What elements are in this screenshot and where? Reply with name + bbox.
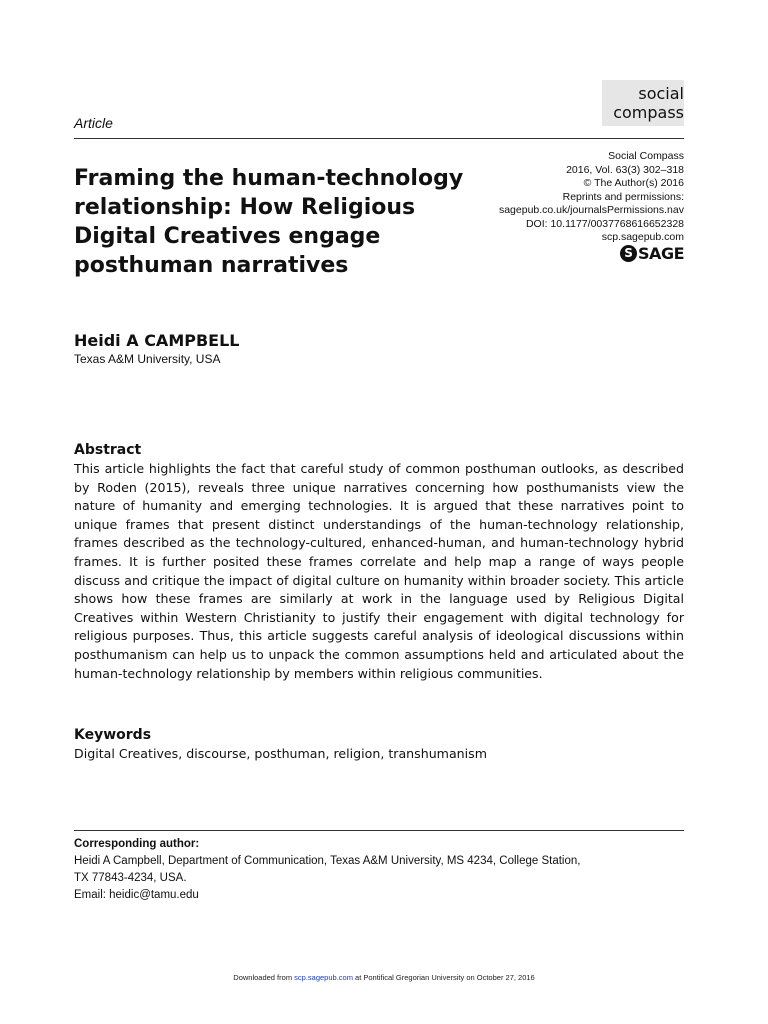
download-note-suffix: at Pontifical Gregorian University on October 27, 2016 xyxy=(352,973,535,982)
journal-metadata xyxy=(444,150,684,245)
download-note xyxy=(0,973,768,982)
sage-logo-mark: S xyxy=(620,245,637,262)
corresponding-author-heading: Corresponding author: xyxy=(74,838,200,850)
sage-logo-wordmark: SAGE xyxy=(638,244,684,263)
header-divider xyxy=(74,138,684,139)
corresponding-author-email[interactable]: Email: heidic@tamu.edu xyxy=(74,889,199,901)
article-title: Framing the human-technology relationship: How Religious Digital Creatives engage posthuman narratives xyxy=(74,166,464,278)
article-type-label: Article xyxy=(74,115,113,131)
permissions-url[interactable]: sagepub.co.uk/journalsPermissions.nav xyxy=(498,204,684,216)
footnote-divider xyxy=(74,830,684,831)
keywords-list: Digital Creatives, discourse, posthuman, religion, transhumanism xyxy=(74,746,487,761)
journal-site[interactable]: scp.sagepub.com xyxy=(601,231,684,243)
doi[interactable]: DOI: 10.1177/0037768616652328 xyxy=(525,217,684,230)
journal-name: Social Compass xyxy=(608,150,684,162)
sage-logo xyxy=(620,244,684,263)
author-affiliation: Texas A&M University, USA xyxy=(74,352,221,366)
author-name: Heidi A CAMPBELL xyxy=(74,331,240,350)
journal-brand-line-1: social xyxy=(638,84,684,103)
volume-info: 2016, Vol. 63(3) 302–318 xyxy=(566,163,684,176)
corresponding-author-address-line-1: Heidi A Campbell, Department of Communication, Texas A&M University, MS 4234, College Station, xyxy=(74,855,581,867)
copyright-notice: © The Author(s) 2016 xyxy=(583,177,684,189)
journal-brand-line-2: compass xyxy=(613,103,684,122)
corresponding-author-address-line-2: TX 77843-4234, USA. xyxy=(74,872,187,884)
abstract-text: This article highlights the fact that careful study of common posthuman outlooks, as described by Roden (2015), reveals three unique narratives concerning how posthumanists view the nature of humanity and emerging technologies. It is argued that these narratives point to unique frames that present distinct understandings of the human-technology relationship, frames described as the technology-cultured, enhanced-human, and human-technology hybrid frames. It is further posited these frames correlate and help map a range of ways people discuss and critique the impact of digital culture on humanity within broader society. This article shows how these frames are similarly at work in the language used by Religious Digital Creatives within Western Christianity to justify their engagement with digital technology for religious purposes. Thus, this article suggests careful analysis of ideological discussions within posthumanism can help us to unpack the common assumptions held and articulated about the human-technology relationship by members within religious communities. xyxy=(74,461,684,681)
download-source-link[interactable]: scp.sagepub.com xyxy=(294,973,353,982)
keywords-heading: Keywords xyxy=(74,727,152,743)
abstract-heading: Abstract xyxy=(74,442,142,458)
reprints-label: Reprints and permissions: xyxy=(562,190,684,203)
download-note-prefix: Downloaded from xyxy=(233,973,295,982)
